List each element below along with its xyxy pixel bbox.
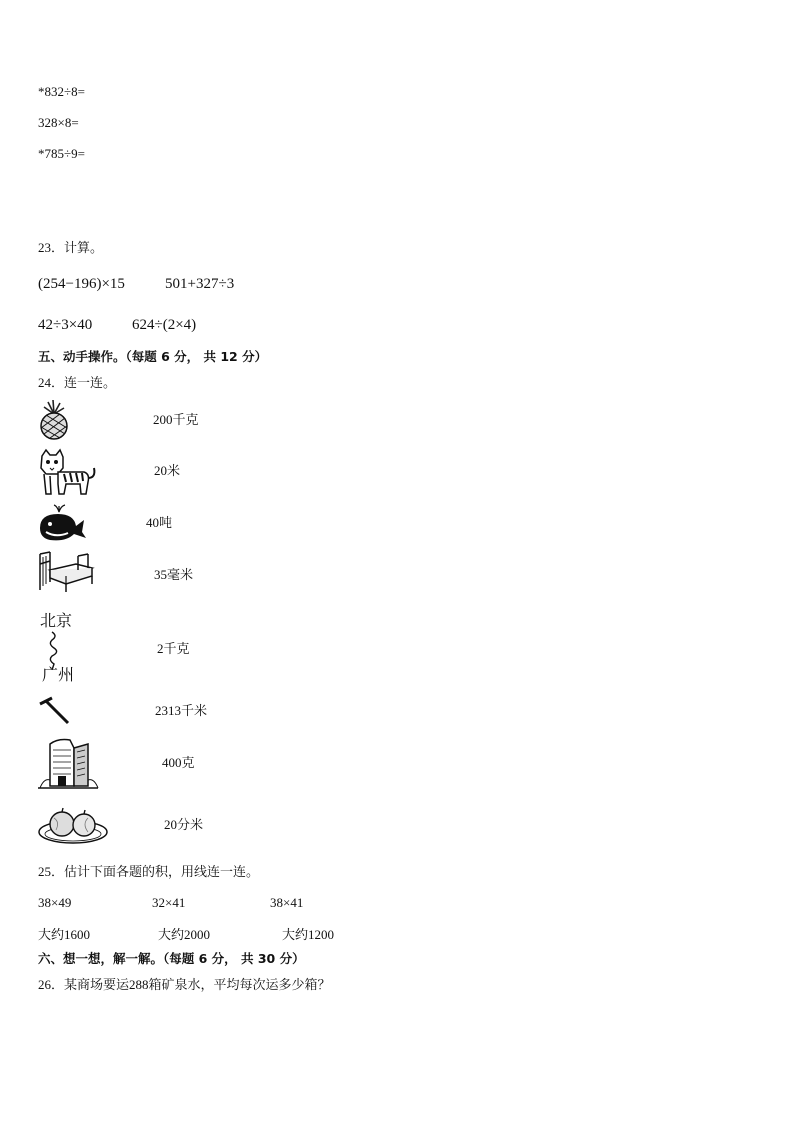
question-25-title: 25．估计下面各题的积，用线连一连。 (38, 864, 260, 879)
q23-expr-1: (254−196)×15 (38, 276, 125, 292)
estimate-3: 大约1200 (282, 927, 335, 942)
estimate-1: 大约1600 (38, 927, 91, 942)
value-2: 20米 (154, 463, 181, 478)
exercise-1: *832÷8= (38, 84, 85, 99)
nail-icon (38, 696, 72, 726)
product-2: 32×41 (152, 895, 186, 910)
question-26: 26．某商场要运288箱矿泉水，平均每次运多少箱？ (38, 977, 331, 992)
product-1: 38×49 (38, 895, 72, 910)
tiger-icon (36, 448, 98, 498)
bed-icon (36, 548, 96, 594)
question-24-title: 24．连一连。 (38, 375, 117, 390)
product-3: 38×41 (270, 895, 304, 910)
exercise-3: *785÷9= (38, 146, 85, 161)
q23-expr-3: 42÷3×40 (38, 317, 93, 333)
fruit-plate-icon (36, 806, 110, 846)
map-route-icon (38, 612, 84, 686)
value-1: 200千克 (153, 412, 199, 427)
value-4: 35毫米 (154, 567, 194, 582)
q23-expr-2: 501+327÷3 (165, 276, 235, 292)
section-5-header: 五、动手操作。（每题 6 分， 共 12 分） (38, 349, 268, 364)
value-8: 20分米 (164, 817, 204, 832)
value-3: 40吨 (146, 515, 173, 530)
exercise-2: 328×8= (38, 115, 79, 130)
whale-icon (36, 502, 88, 542)
pineapple-icon (36, 400, 72, 440)
section-6-header: 六、想一想，解一解。（每题 6 分， 共 30 分） (38, 951, 305, 966)
value-6: 2313千米 (155, 703, 208, 718)
map-label-north: 北京 (40, 611, 73, 630)
building-icon (36, 734, 100, 790)
map-label-south: 广州 (42, 665, 75, 684)
value-7: 400克 (162, 755, 195, 770)
estimate-2: 大约2000 (158, 927, 211, 942)
question-23-title: 23．计算。 (38, 240, 104, 255)
q23-expr-4: 624÷(2×4) (132, 317, 197, 333)
value-5: 2千克 (157, 641, 190, 656)
